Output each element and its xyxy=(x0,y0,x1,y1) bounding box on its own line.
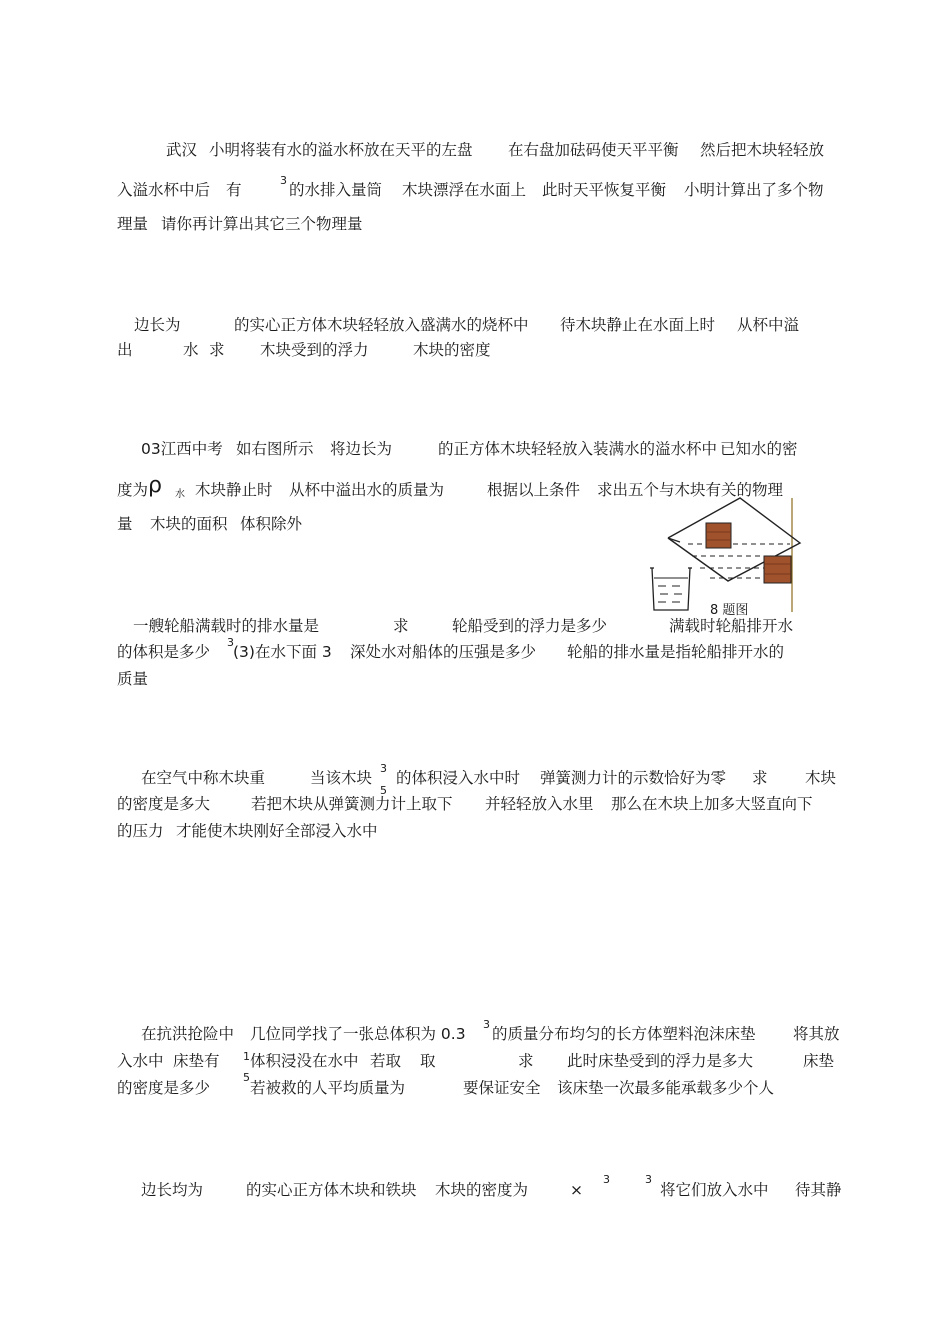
text-segment: 如右图所示 xyxy=(236,440,314,458)
text-segment: × xyxy=(570,1181,583,1199)
text-segment: 轮船受到的浮力是多少 xyxy=(452,617,608,635)
text-segment: 边长为 xyxy=(134,316,181,334)
text-segment: 体积浸没在水中 xyxy=(250,1052,359,1070)
text-segment: 求 xyxy=(518,1052,534,1070)
superscript: 3 xyxy=(603,1173,610,1186)
text-segment: 取 xyxy=(420,1052,436,1070)
wood-block xyxy=(706,523,731,548)
text-segment: 木块的面积 xyxy=(150,515,228,533)
text-segment: 在右盘加砝码使天平平衡 xyxy=(508,141,679,159)
fraction-denominator: 5 xyxy=(243,1071,250,1084)
text-segment: 此时床垫受到的浮力是多大 xyxy=(567,1052,754,1070)
text-segment: 求 xyxy=(393,617,409,635)
text-segment: 求出五个与木块有关的物理 xyxy=(597,481,784,499)
text-segment: 木块 xyxy=(805,769,837,787)
text-segment: 此时天平恢复平衡 xyxy=(542,181,667,199)
beaker xyxy=(652,568,690,610)
wood-block xyxy=(764,556,791,583)
text-segment: 那么在木块上加多大竖直向下 xyxy=(611,795,813,813)
text-segment: 该床垫一次最多能承载多少个人 xyxy=(557,1079,775,1097)
superscript: 3 xyxy=(645,1173,652,1186)
text-segment: 根据以上条件 xyxy=(487,481,581,499)
text-segment: 的密度是多大 xyxy=(117,795,211,813)
text-segment: 有 xyxy=(226,181,242,199)
text-segment: 武汉 xyxy=(166,141,198,159)
text-segment: 将它们放入水中 xyxy=(660,1181,769,1199)
text-segment: 才能使木块刚好全部浸入水中 xyxy=(176,822,378,840)
text-segment: 的实心正方体木块轻轻放入盛满水的烧杯中 xyxy=(234,316,529,334)
text-segment: 水 xyxy=(183,341,199,359)
text-segment: 几位同学找了一张总体积为 0.3 xyxy=(250,1025,466,1043)
text-segment: 质量 xyxy=(117,670,149,688)
text-segment: 的正方体木块轻轻放入装满水的溢水杯中 xyxy=(438,440,718,458)
text-segment: 入溢水杯中后 xyxy=(117,181,211,199)
text-segment: 木块的密度为 xyxy=(435,1181,529,1199)
text-segment: 请你再计算出其它三个物理量 xyxy=(161,215,363,233)
text-segment: 小明计算出了多个物 xyxy=(684,181,824,199)
text-segment: 入水中 xyxy=(117,1052,164,1070)
text-segment: 轮船的排水量是指轮船排开水的 xyxy=(567,643,785,661)
rho-symbol: ρ xyxy=(148,473,162,498)
text-segment: 当该木块 xyxy=(310,769,373,787)
text-segment: 体积除外 xyxy=(240,515,303,533)
text-segment: 待其静 xyxy=(795,1181,842,1199)
text-segment: 从杯中溢出水的质量为 xyxy=(289,481,445,499)
rho-subscript: 水 xyxy=(175,489,185,500)
text-segment: 求 xyxy=(209,341,225,359)
text-segment: 03江西中考 xyxy=(141,440,223,458)
superscript: 3 xyxy=(227,636,234,649)
text-segment: 的体积浸入水中时 xyxy=(396,769,521,787)
text-segment: 在空气中称木块重 xyxy=(141,769,266,787)
text-segment: 的密度是多少 xyxy=(117,1079,211,1097)
text-segment: 出 xyxy=(117,341,133,359)
text-segment: 将边长为 xyxy=(330,440,393,458)
text-segment: 量 xyxy=(117,515,133,533)
fraction-denominator: 5 xyxy=(380,784,387,797)
text-segment: 将其放 xyxy=(793,1025,840,1043)
text-segment: 理量 xyxy=(117,215,149,233)
text-segment: 从杯中溢 xyxy=(737,316,800,334)
text-segment: 若被救的人平均质量为 xyxy=(250,1079,406,1097)
text-segment: 要保证安全 xyxy=(463,1079,541,1097)
text-segment: 满载时轮船排开水 xyxy=(669,617,794,635)
superscript: 3 xyxy=(280,174,287,187)
text-segment: 木块受到的浮力 xyxy=(260,341,369,359)
text-segment: 木块漂浮在水面上 xyxy=(402,181,527,199)
text-segment: 木块的密度 xyxy=(413,341,491,359)
superscript: 3 xyxy=(483,1018,490,1031)
text-segment: 并轻轻放入水里 xyxy=(485,795,594,813)
fraction-numerator: 1 xyxy=(243,1050,250,1063)
text-segment: 待木块静止在水面上时 xyxy=(560,316,716,334)
text-segment: 已知水的密 xyxy=(720,440,798,458)
text-segment: 在抗洪抢险中 xyxy=(141,1025,235,1043)
text-segment: 一艘轮船满载时的排水量是 xyxy=(133,617,320,635)
text-segment: 的质量分布均匀的长方体塑料泡沫床垫 xyxy=(492,1025,756,1043)
text-segment: 的体积是多少 xyxy=(117,643,211,661)
text-segment: 边长均为 xyxy=(141,1181,204,1199)
text-segment: 的压力 xyxy=(117,822,164,840)
text-segment: 木块静止时 xyxy=(195,481,273,499)
text-segment: 求 xyxy=(752,769,768,787)
text-segment: 然后把木块轻轻放 xyxy=(700,141,825,159)
text-segment: 若把木块从弹簧测力计上取下 xyxy=(251,795,453,813)
text-segment: 的水排入量筒 xyxy=(289,181,383,199)
figure-caption: 8 题图 xyxy=(710,603,749,618)
text-segment: 深处水对船体的压强是多少 xyxy=(350,643,537,661)
text-segment: 若取 xyxy=(370,1052,402,1070)
text-segment: 度为 xyxy=(117,481,149,499)
text-segment: 小明将装有水的溢水杯放在天平的左盘 xyxy=(209,141,473,159)
text-segment: 的实心正方体木块和铁块 xyxy=(246,1181,417,1199)
fraction-numerator: 3 xyxy=(380,762,387,775)
text-segment: (3)在水下面 3 xyxy=(233,643,332,661)
text-segment: 弹簧测力计的示数恰好为零 xyxy=(540,769,727,787)
text-segment: 床垫 xyxy=(803,1052,835,1070)
text-segment: 床垫有 xyxy=(173,1052,220,1070)
